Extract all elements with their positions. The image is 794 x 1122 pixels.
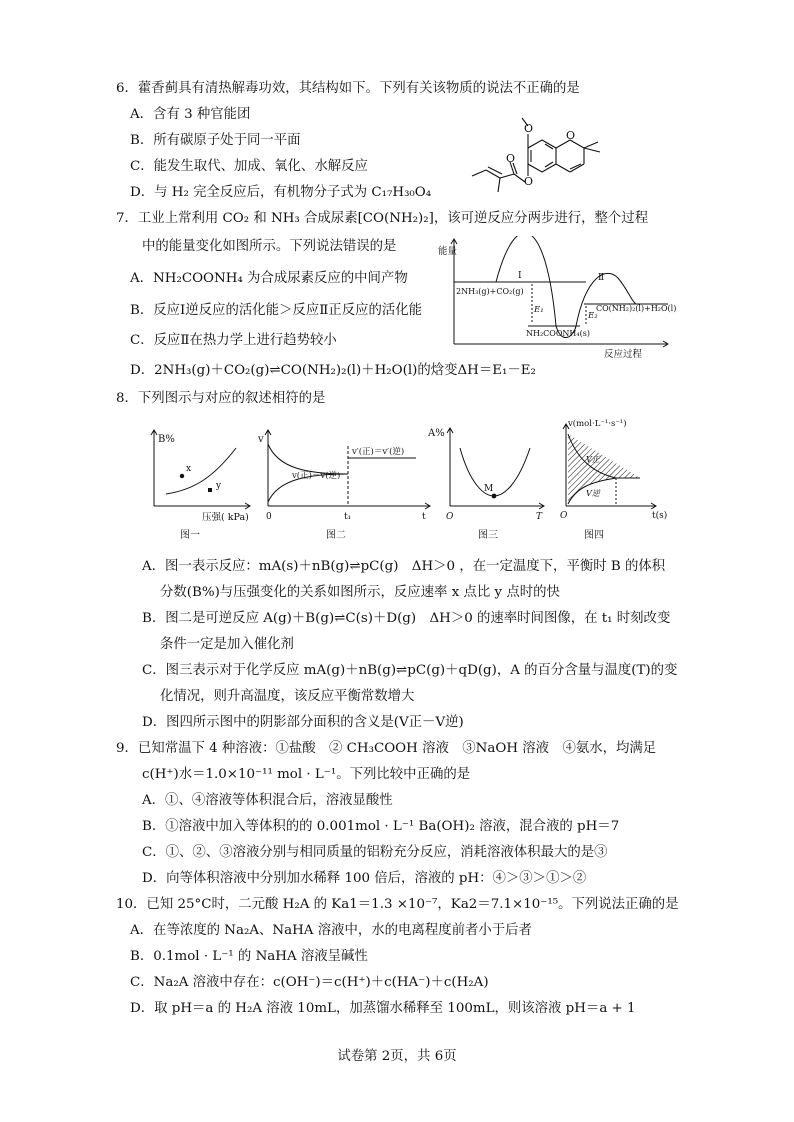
svg-text:O: O [524,175,534,188]
e2-label: E₂ [588,311,598,321]
fig4-v-forward: V正 [586,455,600,464]
q8-option-d: D．图四所示图中的阴影部分面积的含义是(V正－V逆) [142,715,464,730]
q9-option-a: A．①、④溶液等体积混合后，溶液显酸性 [142,793,393,808]
fig1-point-x: x [186,464,192,474]
q8-option-b-line-2: 条件一定是加入催化剂 [160,637,294,652]
q7-option-b: B．反应Ⅰ逆反应的活化能＞反应Ⅱ正反应的活化能 [130,303,423,318]
q10-option-b: B．0.1mol · L⁻¹ 的 NaHA 溶液呈碱性 [130,949,368,964]
q6-stem: 6．藿香蓟具有清热解毒功效，其结构如下。下列有关该物质的说法不正确的是 [116,81,580,96]
peak-1-label: Ⅰ [518,271,522,281]
peak-2-label: Ⅱ [598,273,605,283]
svg-text:O: O [506,152,516,165]
q7-stem-line-2: 中的能量变化如图所示。下列说法错误的是 [142,239,397,254]
fig3-caption: 图三 [478,530,498,541]
q10-stem: 10．已知 25°C时，二元酸 H₂A 的 Ka1＝1.3 ×10⁻⁷，Ka2＝7.1×10⁻¹⁵。下列说法正确的是 [116,897,679,912]
q8-option-c-line-2: 化情况，则升高温度，该反应平衡常数增大 [160,689,415,704]
fig1-point-y: y [216,481,222,491]
q9-stem-line-1: 9．已知常温下 4 种溶液：①盐酸 ② CH₃COOH 溶液 ③NaOH 溶液 ④氨水，均满足 [116,741,657,756]
q8-stem: 8．下列图示与对应的叙述相符的是 [116,391,326,406]
q7-option-d: D．2NH₃(g)＋CO₂(g)⇌CO(NH₂)₂(l)＋H₂O(l)的焓变ΔH＝E₁－E₂ [130,363,536,378]
q9-option-b: B．①溶液中加入等体积的的 0.001mol · L⁻¹ Ba(OH)₂ 溶液，混合液的 pH＝7 [142,819,620,834]
q6-option-a: A．含有 3 种官能团 [130,107,251,122]
fig4-caption: 图四 [584,530,604,541]
fig3-origin: O [446,512,454,522]
fig4-y-label: v(mol·L⁻¹·s⁻¹) [568,419,627,429]
fig3-point-m: M [484,484,494,494]
fig2-caption: 图二 [326,530,346,541]
q6-option-b: B．所有碳原子处于同一平面 [130,133,301,148]
page-footer: 试卷第 2页，共 6页 [337,1049,457,1064]
q6-option-d: D．与 H₂ 完全反应后，有机物分子式为 C₁₇H₃₀O₄ [130,185,432,200]
molecule-structure-figure [462,112,632,202]
fig2-curve-label: v(正)－v(逆) [292,471,341,481]
fig4-x-label: t(s) [652,511,668,521]
q9-option-c: C．①、②、③溶液分别与相同质量的铝粉充分反应，消耗溶液体积最大的是③ [142,845,608,860]
fig2-t: t [422,512,426,522]
q10-option-c: C．Na₂A 溶液中存在：c(OH⁻)＝c(H⁺)＋c(HA⁻)＋c(H₂A) [130,975,489,990]
fig3-y-label: A% [428,428,445,439]
q8-option-b-line-1: B．图二是可逆反应 A(g)＋B(g)⇌C(s)＋D(g) ΔH＞0 的速率时间图像，在 t₁ 时刻改变 [142,611,671,626]
fig2-t1: t₁ [344,512,352,522]
fig4-origin: O [560,511,568,521]
figure-4 [556,416,686,550]
fig1-x-label: 压强( kPa) [202,512,249,523]
intermediate-label: NH₂COONH₄(s) [526,329,590,338]
q7-option-a: A．NH₂COONH₄ 为合成尿素反应的中间产物 [130,271,408,286]
q8-option-a-line-2: 分数(B%)与压强变化的关系如图所示，反应速率 x 点比 y 点时的快 [160,585,560,600]
energy-profile-figure [436,236,676,362]
figure-2 [256,424,440,550]
fig1-y-label: B% [158,434,175,445]
q10-option-d: D．取 pH＝a 的 H₂A 溶液 10mL，加蒸馏水稀释至 100mL，则该溶液 pH＝a + 1 [130,1001,636,1016]
svg-text:O: O [566,129,576,142]
fig4-v-reverse: V逆 [586,489,600,498]
reactants-label: 2NH₃(g)+CO₂(g) [456,287,524,296]
figure-3 [426,424,554,550]
svg-text:O: O [524,122,534,135]
fig2-top-label: v′(正)＝v′(逆) [352,447,405,457]
fig2-y-label: v [258,434,264,445]
q6-option-c: C．能发生取代、加成、氧化、水解反应 [130,159,368,174]
energy-axis-label: 能量 [438,246,458,257]
fig1-caption: 图一 [180,530,200,541]
products-label: CO(NH₂)₂(l)+H₂O(l) [596,304,676,313]
q9-option-d: D．向等体积溶液中分别加水稀释 100 倍后，溶液的 pH：④＞③＞①＞② [142,871,587,886]
q7-stem-line-1: 7．工业上常利用 CO₂ 和 NH₃ 合成尿素[CO(NH₂)₂]，该可逆反应分两步进行，整个过程 [116,211,649,226]
figure-1 [148,424,258,550]
q7-option-c: C．反应Ⅱ在热力学上进行趋势较小 [130,333,337,348]
q10-option-a: A．在等浓度的 Na₂A、NaHA 溶液中，水的电离程度前者小于后者 [130,923,532,938]
fig3-x-label: T [536,512,543,522]
fig2-origin: 0 [266,512,272,522]
q8-option-a-line-1: A．图一表示反应：mA(s)＋nB(g)⇌pC(g) ΔH＞0 ，在一定温度下，平衡时 B 的体积 [142,559,666,574]
reaction-progress-label: 反应过程 [604,349,643,358]
e1-label: E₁ [534,305,544,315]
q9-stem-line-2: c(H⁺)水＝1.0×10⁻¹¹ mol · L⁻¹。下列比较中正确的是 [142,767,471,782]
q8-option-c-line-1: C．图三表示对于化学反应 mA(g)＋nB(g)⇌pC(g)＋qD(g)，A 的百分含量与温度(T)的变 [142,663,678,678]
